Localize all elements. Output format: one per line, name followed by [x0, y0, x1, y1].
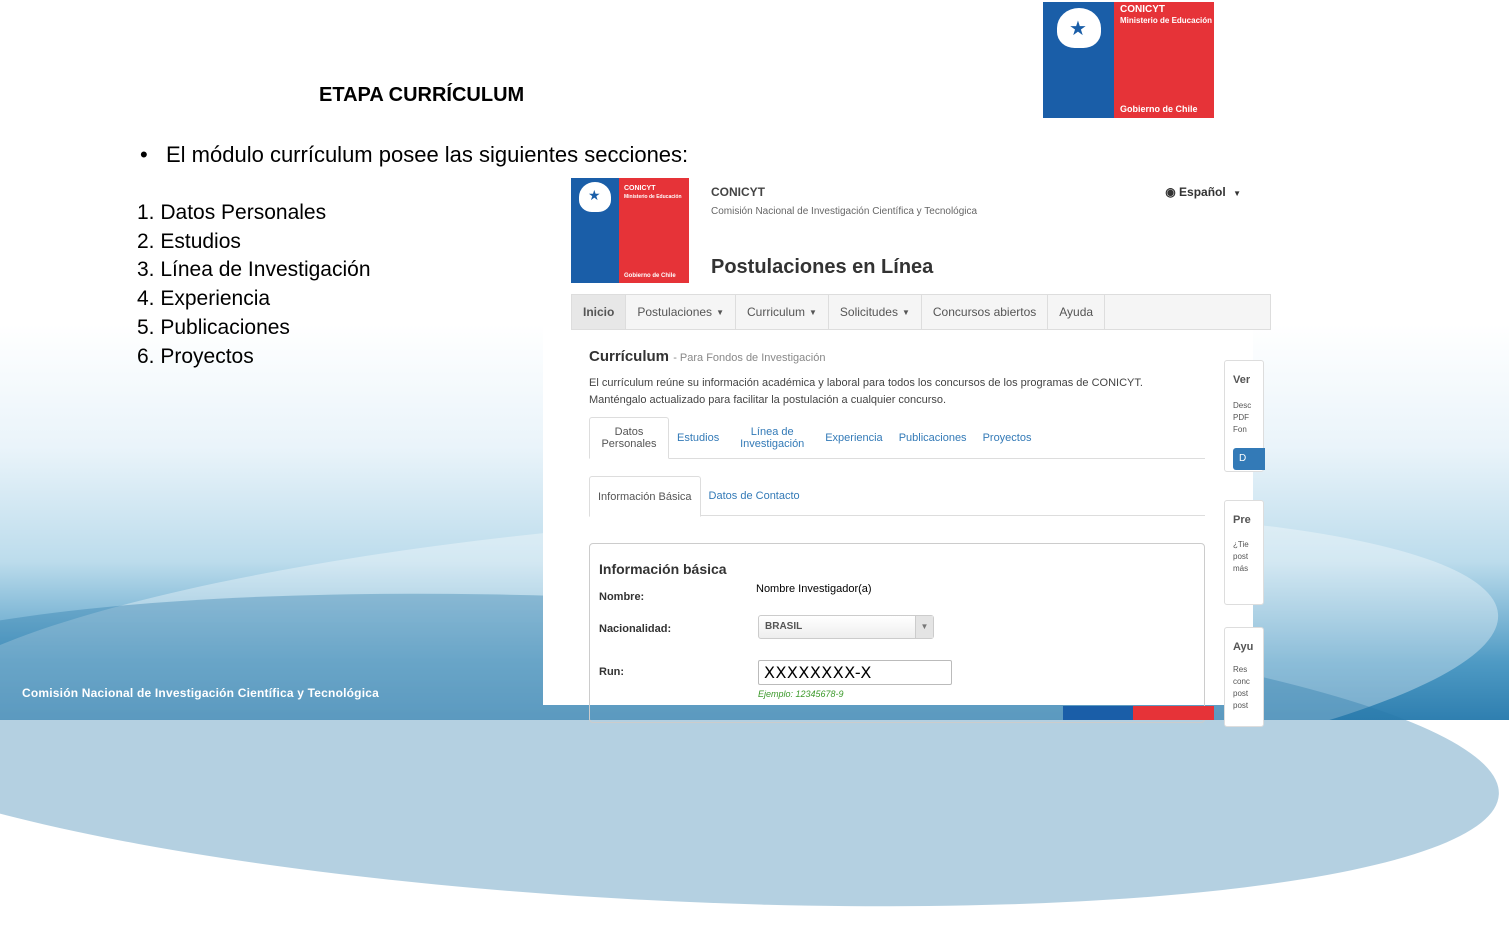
side-card-line: conc [1233, 677, 1250, 686]
site-brand: CONICYT [711, 185, 765, 199]
chile-seal-icon [1057, 8, 1101, 48]
side-card-line: post [1233, 701, 1249, 710]
nav-solicitudes[interactable] [829, 295, 922, 329]
tab-estudios[interactable]: Estudios [677, 432, 720, 444]
list-item: 1. Datos Personales [137, 201, 327, 224]
site-logo-org: CONICYT [624, 185, 656, 192]
side-card-title: Ayu [1233, 641, 1254, 653]
tab-informacion-basica[interactable]: Información Básica [589, 476, 701, 517]
globe-icon: ◉ [1165, 185, 1176, 199]
sub-tabs [589, 476, 1205, 516]
page-title: Postulaciones en Línea [711, 256, 934, 278]
run-hint: Ejemplo: 12345678-9 [758, 689, 844, 699]
download-button[interactable]: D [1233, 448, 1265, 470]
side-card-ver [1224, 360, 1264, 472]
side-card-pre [1224, 500, 1264, 605]
side-card-line: Fon [1233, 425, 1247, 434]
cv-subtitle: - Para Fondos de Investigación [673, 352, 826, 364]
side-card-line: Res [1233, 665, 1248, 674]
cv-tabs [589, 418, 1205, 459]
cv-description: El currículum reúne su información académica y laboral para todos los concursos de los programas de CONICYT. Manténgalo actualizado para facilitar la postulación a cualquier concurso. [589, 377, 1143, 406]
chevron-down-icon: ▼ [915, 616, 933, 638]
nav-postulaciones[interactable] [626, 295, 736, 329]
tab-datos-personales[interactable]: Datos Personales [589, 417, 669, 459]
nationality-value: BRASIL [765, 621, 803, 632]
list-item: 2. Estudios [137, 229, 241, 253]
nav-label: Curriculum [746, 305, 805, 319]
list-item: 6. Proyectos [137, 344, 254, 368]
language-selector[interactable] [1165, 185, 1241, 199]
nav-ayuda[interactable]: Ayuda [1048, 295, 1105, 329]
side-card-ayuda [1224, 627, 1264, 727]
run-input[interactable]: XXXXXXXX-X [758, 660, 952, 685]
nav-label: Postulaciones [637, 305, 713, 319]
tab-publicaciones[interactable]: Publicaciones [898, 432, 967, 444]
embedded-screenshot [543, 177, 1254, 710]
site-logo-ministry: Ministerio de Educación [624, 194, 682, 200]
nav-label: Solicitudes [839, 305, 898, 319]
tab-linea-investigacion[interactable]: Línea de Investigación [740, 426, 805, 450]
tab-experiencia[interactable]: Experiencia [825, 432, 883, 444]
slide-footer: Comisión Nacional de Investigación Científica y Tecnológica [22, 686, 379, 700]
language-label: Español [1179, 185, 1226, 199]
main-nav [571, 294, 1271, 330]
bullet-label: El módulo currículum posee las siguientes secciones: [166, 142, 689, 167]
nationality-select[interactable] [758, 615, 934, 639]
logo-gov: Gobierno de Chile [1120, 104, 1198, 114]
chevron-down-icon: ▼ [716, 307, 724, 317]
nationality-label: Nacionalidad: [599, 623, 672, 635]
name-value: Nombre Investigador(a) [756, 583, 872, 595]
side-card-line: Desc [1233, 401, 1252, 410]
nav-inicio[interactable]: Inicio [572, 295, 626, 329]
side-card-title: Pre [1233, 514, 1251, 526]
list-item: 3. Línea de Investigación [137, 258, 371, 282]
chevron-down-icon: ▼ [1233, 189, 1241, 198]
cv-title: Currículum [589, 348, 670, 365]
sections-list [137, 199, 371, 371]
bullet-dot: • [140, 142, 148, 167]
side-card-line: ¿Tie [1233, 540, 1249, 549]
conicyt-logo [1043, 2, 1214, 118]
flag-stripe [1063, 706, 1214, 720]
list-item: 5. Publicaciones [137, 315, 290, 339]
side-card-title: Ver [1233, 374, 1251, 386]
nav-concursos[interactable]: Concursos abiertos [922, 295, 1048, 329]
tab-datos-contacto[interactable]: Datos de Contacto [708, 489, 800, 502]
tab-proyectos[interactable]: Proyectos [982, 432, 1032, 444]
nav-curriculum[interactable] [736, 295, 829, 329]
run-label: Run: [599, 666, 625, 678]
chevron-down-icon: ▼ [901, 307, 910, 317]
side-card-line: más [1233, 564, 1249, 573]
name-label: Nombre: [599, 591, 645, 603]
logo-ministry: Ministerio de Educación [1120, 16, 1213, 25]
logo-org: CONICYT [1120, 4, 1165, 15]
side-card-line: PDF [1233, 413, 1249, 422]
site-subtitle: Comisión Nacional de Investigación Científica y Tecnológica [711, 206, 978, 217]
site-logo-gov: Gobierno de Chile [624, 273, 676, 279]
side-card-line: post [1233, 552, 1249, 561]
site-logo[interactable] [571, 178, 689, 283]
side-card-line: post [1233, 689, 1249, 698]
chile-seal-icon [579, 182, 611, 212]
panel-title: Información básica [599, 561, 727, 577]
bullet-text [140, 142, 688, 168]
chevron-down-icon: ▼ [809, 307, 817, 317]
basic-info-panel [589, 543, 1205, 723]
section-title [589, 348, 825, 365]
slide-title: ETAPA CURRÍCULUM [319, 84, 525, 106]
list-item: 4. Experiencia [137, 287, 271, 311]
